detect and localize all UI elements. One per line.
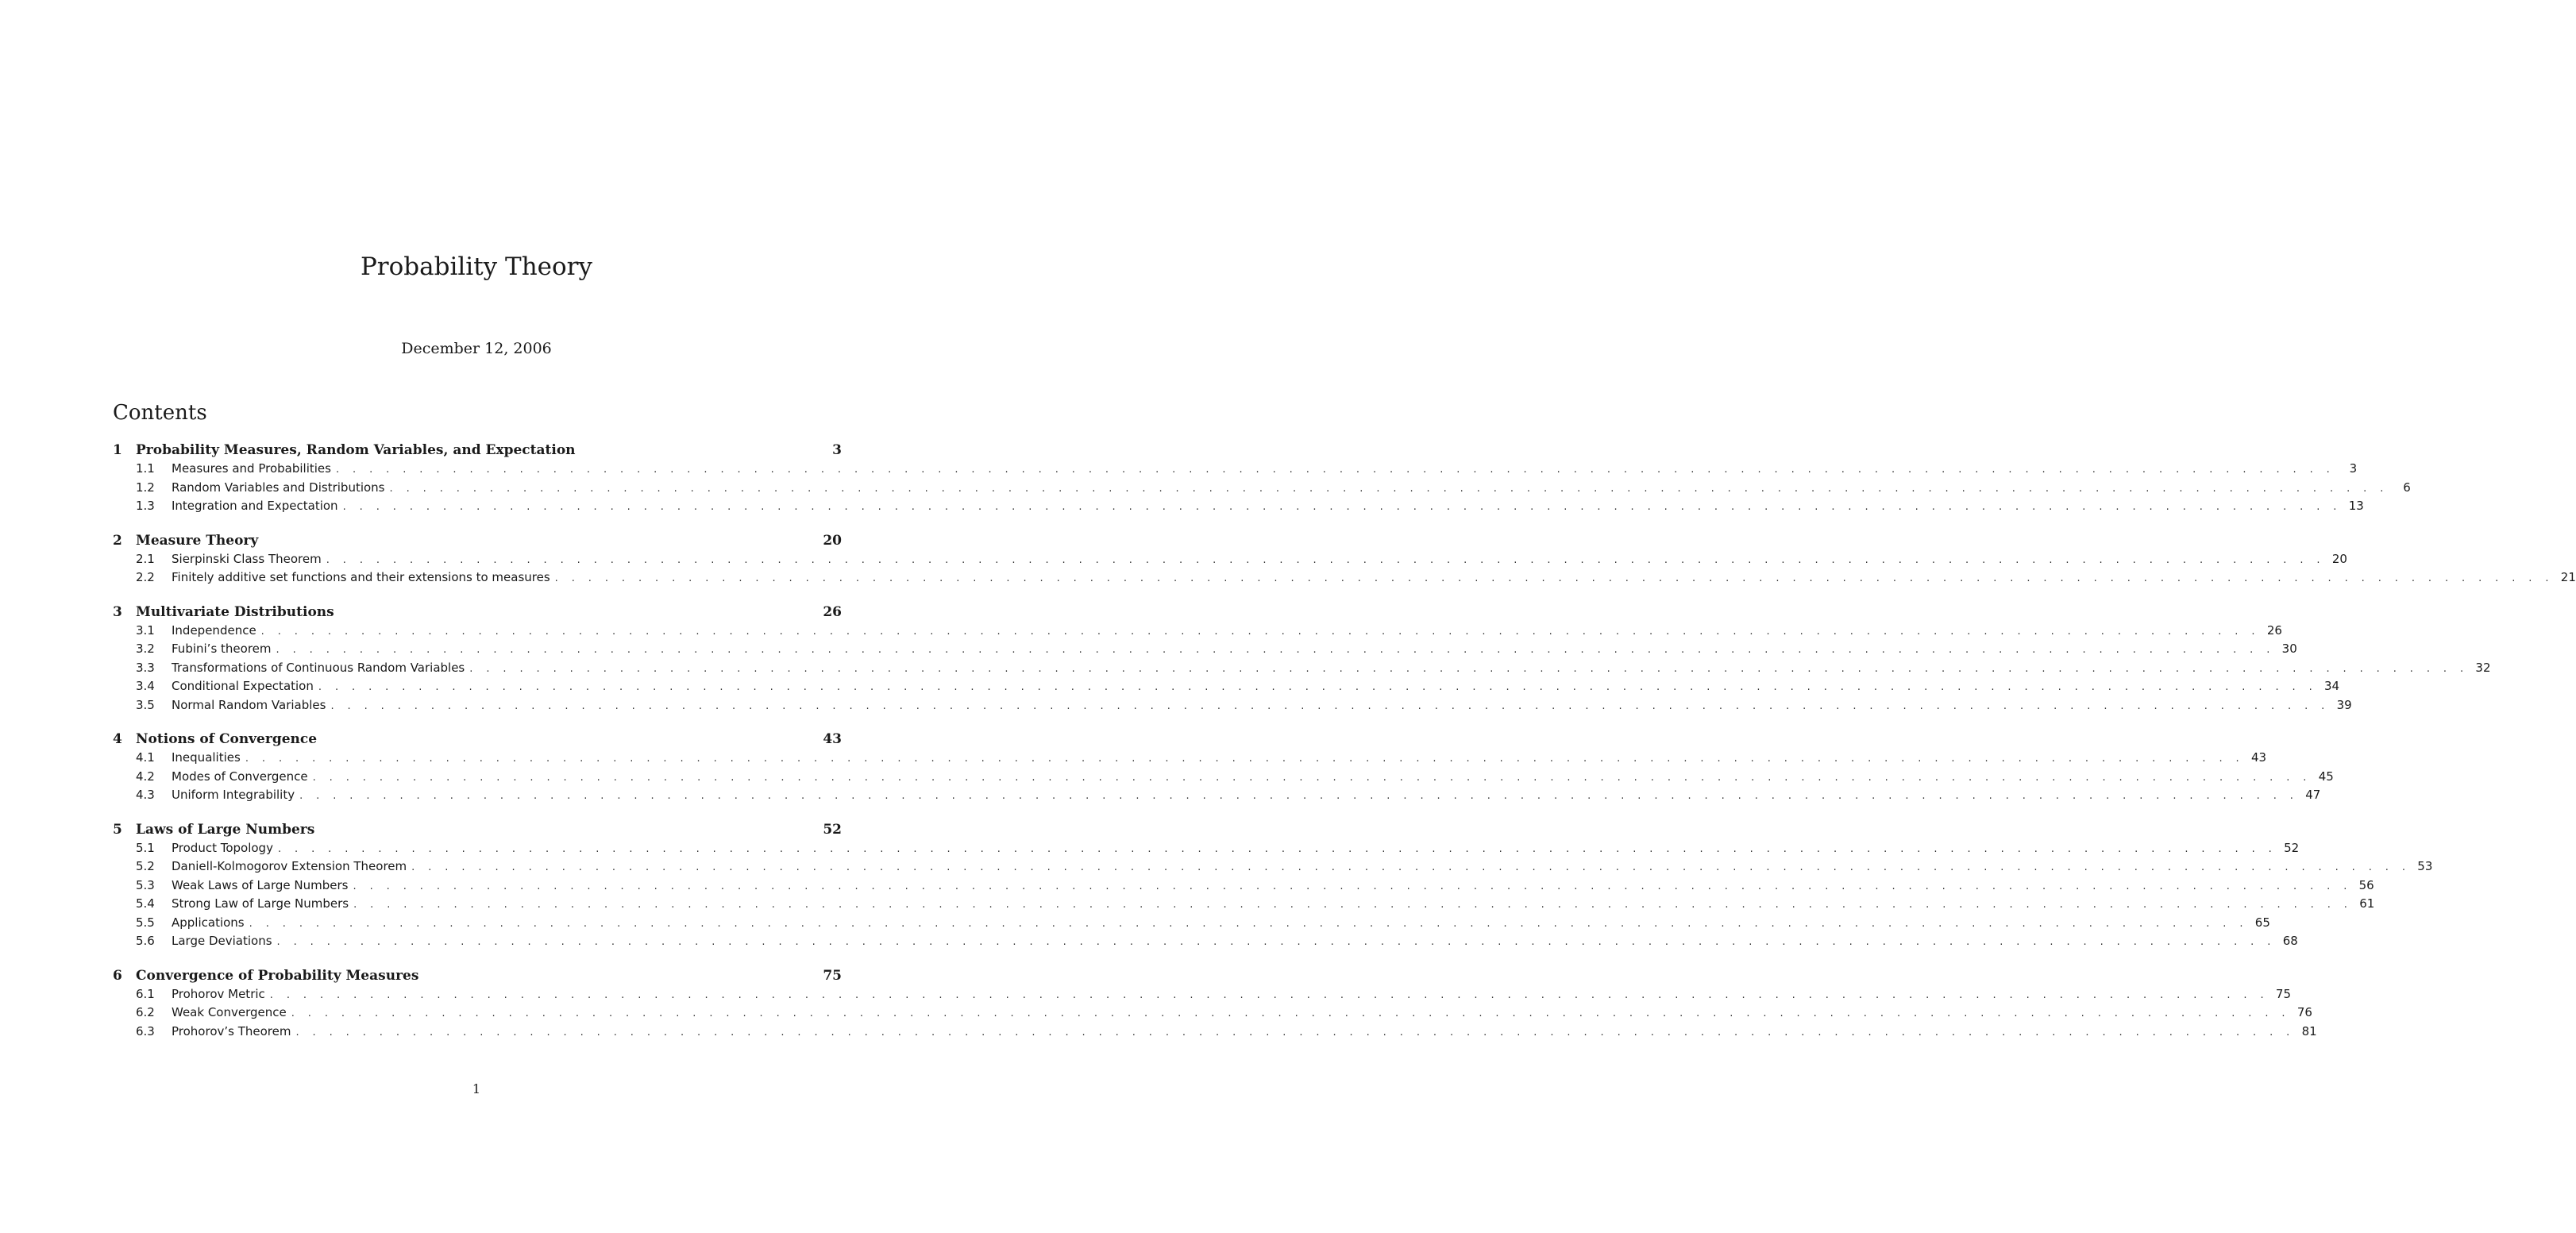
toc-section-entry[interactable] (113, 1023, 2317, 1042)
section-number: 2.1 (136, 551, 155, 566)
toc-chapter-entry[interactable] (113, 441, 842, 460)
section-page: 68 (2282, 934, 2298, 948)
section-number: 3.5 (136, 697, 155, 712)
dot-leader: . . . . . . . . . . . . . . . . . . . . . . . . . . . . . . . . . . . . . . . . . . . . . . . . . . . . . . . . . . . . . . . . . . . . . . . . . . . . . . . . . . . . . . . . . . . . . . . . . . . . . . . . . . . . . . . . . . . . . . . . (342, 501, 2342, 513)
chapter-title: Laws of Large Numbers (136, 821, 315, 838)
dot-leader: . . . . . . . . . . . . . . . . . . . . . . . . . . . . . . . . . . . . . . . . . . . . . . . . . . . . . . . . . . . . . . . . . . . . . . . . . . . . . . . . . . . . . . . . . . . . . . . . . . . . . . . . . . . . . . . . . . . . . . . . (353, 880, 2352, 892)
chapter-title: Measure Theory (136, 532, 259, 549)
toc-section-entry[interactable] (113, 622, 2282, 641)
section-number: 5.2 (136, 859, 155, 873)
dot-leader: . . . . . . . . . . . . . . . . . . . . . . . . . . . . . . . . . . . . . . . . . . . . . . . . . . . . . . . . . . . . . . . . . . . . . . . . . . . . . . . . . . . . . . . . . . . . . . . . . . . . . . . . . . . . . . . . . . . . . . . . (269, 988, 2269, 1001)
section-page: 34 (2324, 679, 2340, 693)
dot-leader: . . . . . . . . . . . . . . . . . . . . . . . . . . . . . . . . . . . . . . . . . . . . . . . . . . . . . . . . . . . . . . . . . . . . . . . . . . . . . . . . . . . . . . . . . . . . . . . . . . . . . . . . . . . . . . . . . . . . . . . . (276, 936, 2276, 948)
toc-chapter-entry[interactable] (113, 966, 842, 985)
chapter-page: 43 (823, 731, 842, 747)
section-number: 1.1 (136, 461, 155, 476)
section-number: 4.2 (136, 769, 155, 784)
section-title: Strong Law of Large Numbers (172, 896, 349, 911)
section-page: 65 (2254, 915, 2270, 930)
section-number: 3.4 (136, 679, 155, 693)
toc-section-entry[interactable] (113, 479, 2411, 498)
section-number: 1.2 (136, 480, 155, 495)
section-page: 21 (2560, 570, 2576, 584)
section-page: 20 (2331, 551, 2347, 566)
section-number: 3.3 (136, 660, 155, 675)
section-number: 4.3 (136, 788, 155, 802)
toc-section-entry[interactable] (113, 857, 2433, 877)
chapter-page: 3 (832, 442, 842, 458)
section-title: Large Deviations (172, 934, 272, 948)
section-title: Sierpinski Class Theorem (172, 551, 322, 566)
section-title: Random Variables and Distributions (172, 480, 385, 495)
section-title: Independence (172, 622, 256, 638)
section-title: Inequalities (172, 750, 241, 765)
table-of-contents (113, 441, 2576, 1056)
toc-chapter-entry[interactable] (113, 603, 842, 622)
dot-leader: . . . . . . . . . . . . . . . . . . . . . . . . . . . . . . . . . . . . . . . . . . . . . . . . . . . . . . . . . . . . . . . . . . . . . . . . . . . . . . . . . . . . . . . . . . . . . . . . . . . . . . . . . . . . . . . . . . . . . . . . (276, 644, 2275, 656)
chapter-page: 75 (823, 967, 842, 984)
dot-leader: . . . . . . . . . . . . . . . . . . . . . . . . . . . . . . . . . . . . . . . . . . . . . . . . . . . . . . . . . . . . . . . . . . . . . . . . . . . . . . . . . . . . . . . . . . . . . . . . . . . . . . . . . . . . . . . . . . . . . . . . (411, 861, 2411, 873)
toc-section-entry[interactable] (113, 786, 2321, 805)
section-page: 30 (2281, 642, 2297, 656)
toc-section-entry[interactable] (113, 550, 2347, 569)
section-number: 5.6 (136, 934, 155, 948)
section-page: 47 (2305, 788, 2321, 802)
section-title: Measures and Probabilities (172, 461, 331, 476)
section-number: 5.3 (136, 877, 155, 892)
section-page: 6 (2403, 480, 2411, 495)
section-title: Modes of Convergence (172, 769, 308, 784)
dot-leader: . . . . . . . . . . . . . . . . . . . . . . . . . . . . . . . . . . . . . . . . . . . . . . . . . . . . . . . . . . . . . . . . . . . . . . . . . . . . . . . . . . . . . . . . . . . . . . . . . . . . . . . . . . . . . . . . . . . . . . . . (260, 625, 2260, 638)
toc-chapter (113, 531, 2576, 588)
section-page: 3 (2349, 461, 2358, 476)
section-title: Uniform Integrability (172, 788, 295, 802)
dot-leader: . . . . . . . . . . . . . . . . . . . . . . . . . . . . . . . . . . . . . . . . . . . . . . . . . . . . . . . . . . . . . . . . . . . . . . . . . . . . . . . . . . . . . . . . . . . . . . . . . . . . . . . . . . . . . . . . . . . . . . . . (318, 681, 2318, 693)
section-number: 3.2 (136, 642, 155, 656)
dot-leader: . . . . . . . . . . . . . . . . . . . . . . . . . . . . . . . . . . . . . . . . . . . . . . . . . . . . . . . . . . . . . . . . . . . . . . . . . . . . . . . . . . . . . . . . . . . . . . . . . . . . . . . . . . . . . . . . . . . . . . . . (277, 842, 2277, 855)
toc-chapter (113, 820, 2433, 951)
section-title: Prohorov’s Theorem (172, 1023, 291, 1038)
toc-section-entry[interactable] (113, 932, 2298, 951)
section-number: 5.4 (136, 896, 155, 911)
section-number: 2.2 (136, 570, 155, 584)
toc-section-entry[interactable] (113, 677, 2340, 696)
section-page: 52 (2284, 840, 2300, 855)
contents-heading: Contents (113, 401, 207, 425)
chapter-title: Probability Measures, Random Variables, and Expectation (136, 442, 576, 458)
section-title: Conditional Expectation (172, 679, 314, 693)
dot-leader: . . . . . . . . . . . . . . . . . . . . . . . . . . . . . . . . . . . . . . . . . . . . . . . . . . . . . . . . . . . . . . . . . . . . . . . . . . . . . . . . . . . . . . . . . . . . . . . . . . . . . . . . . . . . . . . . . . . . . . . . (312, 771, 2312, 784)
section-number: 4.1 (136, 750, 155, 765)
section-page: 45 (2318, 769, 2334, 784)
dot-leader: . . . . . . . . . . . . . . . . . . . . . . . . . . . . . . . . . . . . . . . . . . . . . . . . . . . . . . . . . . . . . . . . . . . . . . . . . . . . . . . . . . . . . . . . . . . . . . . . . . . . . . . . . . . . . . . . . . . . . . . . (389, 482, 2389, 495)
toc-section-entry[interactable] (113, 1004, 2312, 1023)
toc-section-entry[interactable] (113, 895, 2375, 914)
dot-leader: . . . . . . . . . . . . . . . . . . . . . . . . . . . . . . . . . . . . . . . . . . . . . . . . . . . . . . . . . . . . . . . . . . . . . . . . . . . . . . . . . . . . . . . . . . . . . . . . . . . . . . . . . . . . . . . . . . . . . . . . (249, 917, 2248, 930)
document-date: December 12, 2006 (401, 340, 552, 357)
section-title: Normal Random Variables (172, 697, 326, 712)
section-page: 26 (2266, 622, 2282, 638)
toc-section-entry[interactable] (113, 568, 2576, 588)
chapter-number: 2 (113, 532, 122, 549)
section-page: 32 (2475, 660, 2491, 675)
section-title: Weak Laws of Large Numbers (172, 877, 349, 892)
toc-section-entry[interactable] (113, 768, 2334, 787)
section-page: 43 (2250, 750, 2267, 765)
section-title: Transformations of Continuous Random Variables (172, 660, 465, 675)
toc-chapter (113, 441, 2411, 516)
chapter-number: 1 (113, 442, 122, 458)
section-page: 75 (2275, 986, 2292, 1001)
section-page: 56 (2358, 877, 2374, 892)
toc-section-entry[interactable] (113, 839, 2300, 858)
chapter-number: 6 (113, 967, 122, 984)
toc-section-entry[interactable] (113, 659, 2491, 678)
section-number: 1.3 (136, 499, 155, 513)
section-title: Applications (172, 915, 245, 930)
toc-chapter-entry[interactable] (113, 531, 842, 550)
toc-chapter-entry[interactable] (113, 820, 842, 839)
section-page: 61 (2359, 896, 2375, 911)
dot-leader: . . . . . . . . . . . . . . . . . . . . . . . . . . . . . . . . . . . . . . . . . . . . . . . . . . . . . . . . . . . . . . . . . . . . . . . . . . . . . . . . . . . . . . . . . . . . . . . . . . . . . . . . . . . . . . . . . . . . . . . . (469, 662, 2469, 675)
dot-leader: . . . . . . . . . . . . . . . . . . . . . . . . . . . . . . . . . . . . . . . . . . . . . . . . . . . . . . . . . . . . . . . . . . . . . . . . . . . . . . . . . . . . . . . . . . . . . . . . . . . . . . . . . . . . . . . . . . . . . . . . (245, 753, 2245, 765)
toc-section-entry[interactable] (113, 640, 2297, 659)
toc-chapter (113, 966, 2317, 1042)
section-number: 6.3 (136, 1023, 155, 1038)
section-page: 53 (2417, 859, 2433, 873)
section-number: 5.5 (136, 915, 155, 930)
dot-leader: . . . . . . . . . . . . . . . . . . . . . . . . . . . . . . . . . . . . . . . . . . . . . . . . . . . . . . . . . . . . . . . . . . . . . . . . . . . . . . . . . . . . . . . . . . . . . . . . . . . . . . . . . . . . . . . . . . . . . . . . (299, 790, 2299, 802)
dot-leader: . . . . . . . . . . . . . . . . . . . . . . . . . . . . . . . . . . . . . . . . . . . . . . . . . . . . . . . . . . . . . . . . . . . . . . . . . . . . . . . . . . . . . . . . . . . . . . . . . . . . . . . . . . . . . . . . . . . . . . . . (353, 899, 2353, 911)
toc-section-entry[interactable] (113, 914, 2270, 933)
toc-section-entry[interactable] (113, 749, 2267, 768)
toc-chapter (113, 603, 2491, 715)
section-title: Daniell-Kolmogorov Extension Theorem (172, 859, 407, 873)
chapter-title: Notions of Convergence (136, 731, 318, 747)
chapter-page: 26 (823, 603, 842, 620)
section-title: Finitely additive set functions and their extensions to measures (172, 570, 550, 584)
dot-leader: . . . . . . . . . . . . . . . . . . . . . . . . . . . . . . . . . . . . . . . . . . . . . . . . . . . . . . . . . . . . . . . . . . . . . . . . . . . . . . . . . . . . . . . . . . . . . . . . . . . . . . . . . . . . . . . . . . . . . . . . (291, 1008, 2290, 1019)
dot-leader: . . . . . . . . . . . . . . . . . . . . . . . . . . . . . . . . . . . . . . . . . . . . . . . . . . . . . . . . . . . . . . . . . . . . . . . . . . . . . . . . . . . . . . . . . . . . . . . . . . . . . . . . . . . . . . . . . . . . . . . . (326, 553, 2325, 566)
section-title: Weak Convergence (172, 1005, 287, 1019)
toc-section-entry[interactable] (113, 497, 2364, 516)
chapter-number: 4 (113, 731, 122, 747)
toc-chapter (113, 730, 2334, 805)
toc-chapter-entry[interactable] (113, 730, 842, 749)
section-page: 13 (2348, 499, 2364, 513)
section-title: Prohorov Metric (172, 986, 265, 1001)
section-number: 6.2 (136, 1005, 155, 1019)
dot-leader: . . . . . . . . . . . . . . . . . . . . . . . . . . . . . . . . . . . . . . . . . . . . . . . . . . . . . . . . . . . . . . . . . . . . . . . . . . . . . . . . . . . . . . . . . . . . . . . . . . . . . . . . . . . . . . . . . . . . . . . . (554, 572, 2554, 584)
dot-leader: . . . . . . . . . . . . . . . . . . . . . . . . . . . . . . . . . . . . . . . . . . . . . . . . . . . . . . . . . . . . . . . . . . . . . . . . . . . . . . . . . . . . . . . . . . . . . . . . . . . . . . . . . . . . . . . . . . . . . . . . (335, 464, 2335, 476)
document-title: Probability Theory (360, 252, 593, 281)
toc-section-entry[interactable] (113, 877, 2374, 896)
section-number: 6.1 (136, 986, 155, 1001)
dot-leader: . . . . . . . . . . . . . . . . . . . . . . . . . . . . . . . . . . . . . . . . . . . . . . . . . . . . . . . . . . . . . . . . . . . . . . . . . . . . . . . . . . . . . . . . . . . . . . . . . . . . . . . . . . . . . . . . . . . . . . . . (295, 1026, 2295, 1038)
chapter-page: 52 (823, 821, 842, 838)
page-number: 1 (472, 1081, 481, 1096)
chapter-title: Multivariate Distributions (136, 603, 334, 620)
toc-section-entry[interactable] (113, 460, 2358, 479)
chapter-page: 20 (823, 532, 842, 549)
section-page: 76 (2296, 1005, 2312, 1019)
chapter-number: 5 (113, 821, 122, 838)
toc-section-entry[interactable] (113, 696, 2352, 715)
section-page: 39 (2336, 697, 2352, 712)
section-title: Fubini’s theorem (172, 642, 272, 656)
dot-leader: . . . . . . . . . . . . . . . . . . . . . . . . . . . . . . . . . . . . . . . . . . . . . . . . . . . . . . . . . . . . . . . . . . . . . . . . . . . . . . . . . . . . . . . . . . . . . . . . . . . . . . . . . . . . . . . . . . . . . . . . (330, 699, 2330, 712)
toc-section-entry[interactable] (113, 985, 2292, 1004)
section-number: 5.1 (136, 840, 155, 855)
chapter-title: Convergence of Probability Measures (136, 967, 419, 984)
section-title: Product Topology (172, 840, 273, 855)
section-title: Integration and Expectation (172, 499, 338, 513)
chapter-number: 3 (113, 603, 122, 620)
section-number: 3.1 (136, 622, 155, 638)
section-page: 81 (2301, 1023, 2317, 1038)
